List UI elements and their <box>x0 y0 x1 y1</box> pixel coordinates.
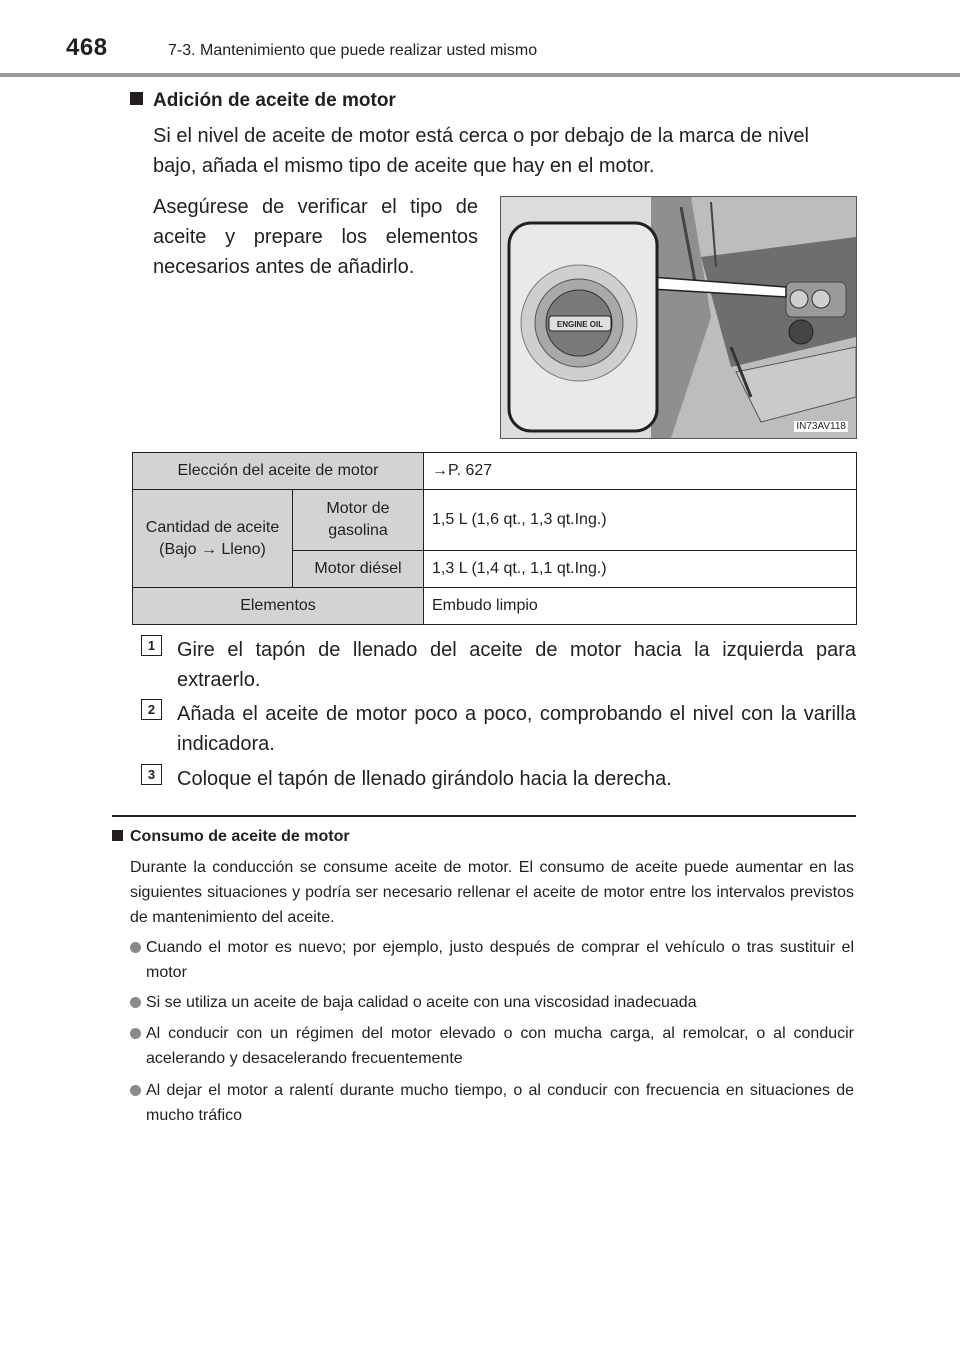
section-divider <box>112 815 856 817</box>
table-row <box>133 588 857 625</box>
list-item-text: Si se utiliza un aceite de baja calidad o aceite con una viscosidad inadecuada <box>146 994 697 1011</box>
section-heading <box>130 90 396 112</box>
items-value: Embudo limpio <box>424 588 857 625</box>
square-bullet-icon <box>112 830 123 841</box>
oil-choice-label: Elección del aceite de motor <box>133 453 424 490</box>
header-divider <box>0 73 960 77</box>
step-number-badge: 1 <box>141 635 162 656</box>
bullet-dot-icon <box>130 942 141 953</box>
items-label: Elementos <box>133 588 424 625</box>
gasoline-engine-label: Motor de gasolina <box>293 490 424 551</box>
page-number: 468 <box>66 34 108 61</box>
bullet-dot-icon <box>130 997 141 1008</box>
square-bullet-icon <box>130 92 143 105</box>
step-1 <box>141 635 856 695</box>
step-number-badge: 2 <box>141 699 162 720</box>
note-paragraph: Durante la conducción se consume aceite de motor. El consumo de aceite puede aumentar en las siguientes situaciones y podría ser necesario rellenar el aceite de motor entre los intervalos previstos de mantenimiento del aceite. <box>130 859 854 926</box>
image-code: IN73AV118 <box>796 421 846 432</box>
oil-quantity-label: Cantidad de aceite (Bajo → Lleno) <box>133 490 293 588</box>
step-2 <box>141 699 856 759</box>
diesel-quantity-value: 1,3 L (1,4 qt., 1,1 qt.Ing.) <box>424 551 857 588</box>
list-item-text: Al dejar el motor a ralentí durante mucho tiempo, o al conducir con frecuencia en situaciones de mucho tráfico <box>146 1082 854 1124</box>
cap-label: ENGINE OIL <box>556 320 604 329</box>
intro-paragraph: Si el nivel de aceite de motor está cerca o por debajo de la marca de nivel bajo, añada el mismo tipo de aceite que hay en el motor. <box>153 125 809 177</box>
engine-bay-illustration <box>501 197 856 438</box>
oil-choice-value: →P. 627 <box>424 453 857 490</box>
list-item <box>130 1021 854 1071</box>
list-item <box>130 935 854 985</box>
step-3 <box>141 764 856 794</box>
table-row <box>133 490 857 551</box>
section-heading-text: Adición de aceite de motor <box>153 90 396 111</box>
step-text: Coloque el tapón de llenado girándolo hacia la derecha. <box>177 768 672 790</box>
engine-oil-cap-figure <box>500 196 857 439</box>
table-row <box>133 453 857 490</box>
list-item <box>130 990 854 1015</box>
note-heading <box>112 828 350 846</box>
step-text: Añada el aceite de motor poco a poco, comprobando el nivel con la varilla indicadora. <box>177 703 856 755</box>
step-number-badge: 3 <box>141 764 162 785</box>
bullet-dot-icon <box>130 1028 141 1039</box>
step-text: Gire el tapón de llenado del aceite de motor hacia la izquierda para extraerlo. <box>177 639 856 691</box>
check-paragraph: Asegúrese de verificar el tipo de aceite y prepare los elementos necesarios antes de añadirlo. <box>153 196 478 278</box>
gasoline-quantity-value: 1,5 L (1,6 qt., 1,3 qt.Ing.) <box>424 490 857 551</box>
chapter-title: 7-3. Mantenimiento que puede realizar usted mismo <box>168 42 538 59</box>
list-item-text: Cuando el motor es nuevo; por ejemplo, justo después de comprar el vehículo o tras sustituir el motor <box>146 939 854 981</box>
list-item-text: Al conducir con un régimen del motor elevado o con mucha carga, al remolcar, o al conducir acelerando y desacelerando frecuentemente <box>146 1025 854 1067</box>
note-heading-text: Consumo de aceite de motor <box>130 828 350 845</box>
diesel-engine-label: Motor diésel <box>293 551 424 588</box>
list-item <box>130 1078 854 1128</box>
oil-spec-table <box>132 452 857 625</box>
bullet-dot-icon <box>130 1085 141 1096</box>
